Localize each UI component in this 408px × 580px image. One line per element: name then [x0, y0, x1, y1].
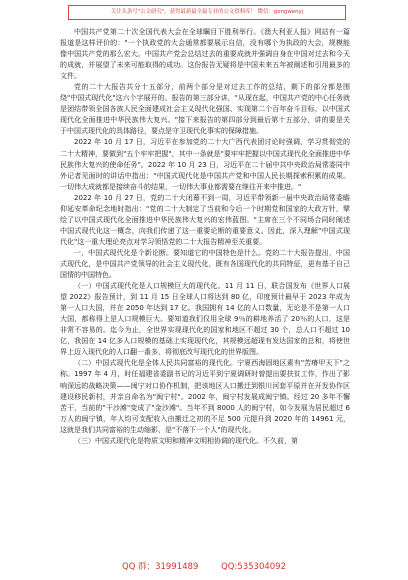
qq-number-text: QQ:535304092: [221, 562, 286, 572]
paragraph: （二）中国式现代化是全体人民共同富裕的现代化。宁夏西海固地区素有"苦瘠甲天下"之称。1997 年 4 月，时任福建省委副书记的习近平到宁夏调研时曾提出要扶贫工作，作出了影响深远的战略决策——闽宁对口协作机制，把该地区人口搬迁到银川河套平原并在开发协作区建设移民新村，并亲自命名为"闽宁村"。2002 年，闽宁村发展成闽宁镇。经过 20 多年不懈苦干，当前的"干沙滩"变成了"金沙滩"。当年不到 8000 人的闽宁村，如今发展为居民超过 6 万人的闽宁镇，年人均可支配收入由搬迁之初的不足 500 元提升到 2020 年的 14961 元，这就是我们共同富裕的生动缩影，是"不落下一个人"的现代化。: [60, 359, 350, 434]
paragraph: 2022 年 10 月 27 日，党的二十大闭幕不到一周，习近平带领新一届中央政治局常委瞻仰延安革命纪念地时指出："党的二十大制定了当前和今后一个时期党和国家的大政方针，擘绘了以中国式现代化全面推进中华民族伟大复兴的宏伟蓝图。"主席在三个不同场合同时阐述中国式现代化这一概念，向我们传递了这一重要论断的重要意义。因此，深入理解"中国式现代化"这一重大理论亮点对学习领悟党的二十大报告精神至关重要。: [60, 193, 350, 246]
qq-group-text: QQ 群：31991489: [122, 562, 199, 572]
source-banner: 关注头条号"公文研究"，获得最新最全最专业的公文资料库！ 微信：gongwenyj: [68, 5, 346, 20]
paragraph: （一）中国式现代化是人口规模巨大的现代化。11 月 11 日，联合国发布《世界人口展望 2022》报告预计，到 11 月 15 日全球人口将达到 80 亿，印度预计最早于 2023 年成为第一人口大国，并在 2050 年达到 17 亿。我国拥有 14 亿的人口数量，无论是不是第一人口大国，都称得上是人口规模巨大。要知道我们仅用全球 9％的耕地养活了 20％的人口，这是非常不容易的。迄今为止，全世界实现现代化的国家和地区不超过 30 个，总人口不超过 10 亿，我国在 14 亿多人口规模的基础上实现现代化，其规模远超现有发达国家的总和，将使世界上迈入现代化的人口翻一番多，将彻底改写现代化的世界版图。: [60, 282, 350, 357]
paragraph: （三）中国式现代化是物质文明和精神文明相协调的现代化。不久前，第: [74, 436, 298, 445]
paragraph: 党的二十大报告共分十五部分，前两个部分是对过去工作的总结，剩下的部分都是围绕"中国式现代化"这六个字展开的。报告的第三部分讲，"从现在起，中国共产党的中心任务就是团结带领全国各族人民全面建成社会主义现代化强国、实现第二个百年奋斗目标，以中国式现代化全面推进中华民族伟大复兴。"接下来报告的第四部分到最后第十五部分，讲的要是关于中国式现代化的具体路径，要点是守卫现代化事实的保障措施。: [60, 83, 350, 136]
article-body: [60, 27, 350, 447]
paragraph: 中国共产党第二十次全国代表大会在全球瞩目下胜利举行。《澳大利亚人报》网站有一篇报道是这样评价的："一个执政党的大会通常都要展示自信，没有哪个为执政的大会，规模能像中国共产党的那么宏大。中国共产党会总结过去的重要成就并强调自身在中国对过去和今天的成就，并展望了未来可能取得的成功。这份报告无疑将是中国未来五年被阐述和引用最多的文件。: [60, 28, 350, 81]
paragraph: 一、中国式现代化是个新论断。要知道它的中国特色是什么。党的二十大报告提出，中国式现代化，是中国共产党领导的社会主义现代化，既有各国现代化的共同特征，更有基于自己国情的中国特色。: [60, 248, 350, 280]
paragraph: 2022 年 10 月 17 日，习近平在参加党的二十大广西代表团讨论时强调，学习贯彻党的二十大精神，要做到"五个牢牢把握"，其中一条就是"要牢牢把握以中国式现代化全面推进中华民族伟大复兴的使命任务"。2022 年 10 月 23 日，习近平在二十届中共中央政治局常委同中外记者见面时的讲话中指出："中国式现代化是中国共产党和中国人民长期探索积累的成果。一切伟大成就都是接续奋斗的结果，一切伟大事业都需要在继往开来中推进。": [60, 138, 350, 191]
contact-footer: [0, 560, 408, 572]
